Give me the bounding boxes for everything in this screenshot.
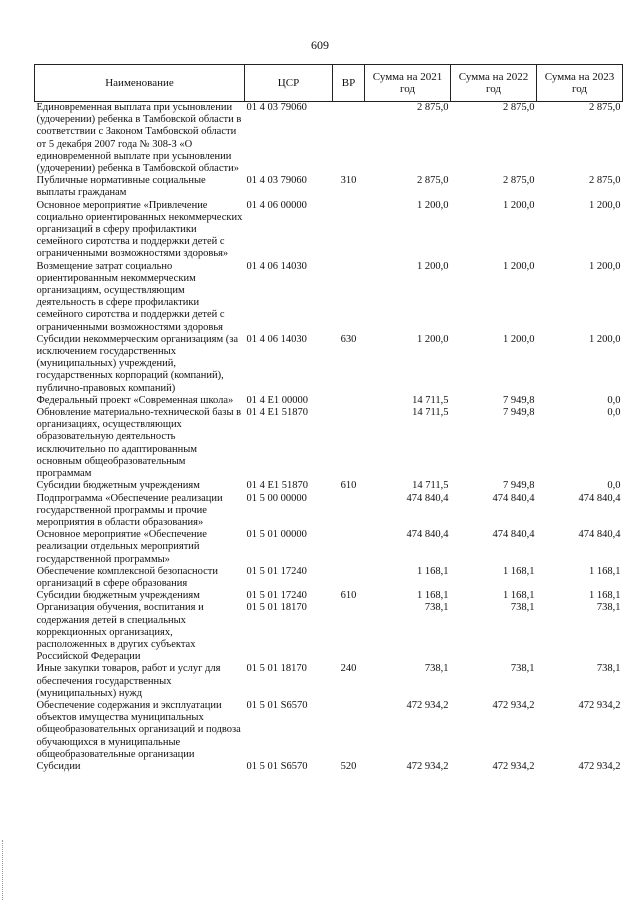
row-vr (333, 395, 365, 407)
row-sum-2022: 7 949,8 (503, 480, 535, 492)
row-sum-2021: 474 840,4 (406, 492, 449, 504)
table-row (35, 261, 623, 334)
row-vr (333, 407, 365, 480)
row-sum-2023: 738,1 (596, 602, 621, 614)
row-sum-2023: 0,0 (607, 407, 621, 419)
row-sum-2021: 1 168,1 (417, 565, 449, 577)
row-sum-2023: 472 934,2 (578, 760, 621, 772)
row-csr: 01 5 01 00000 (246, 529, 307, 541)
row-sum-2021: 14 711,5 (412, 407, 449, 419)
row-csr: 01 4 E1 51870 (246, 407, 309, 419)
row-vr (333, 261, 365, 334)
table-row (35, 590, 623, 602)
row-name: Субсидии бюджетным учреждениям (36, 480, 200, 492)
row-vr (333, 493, 365, 530)
row-sum-2023: 474 840,4 (578, 492, 621, 504)
row-vr: 610 (340, 590, 357, 602)
row-sum-2022: 472 934,2 (492, 699, 535, 711)
row-sum-2021: 738,1 (424, 602, 449, 614)
row-vr (333, 529, 365, 566)
row-sum-2021: 1 168,1 (417, 590, 449, 602)
row-vr (333, 566, 365, 590)
row-vr (333, 700, 365, 761)
row-sum-2023: 0,0 (607, 480, 621, 492)
row-vr: 630 (340, 333, 357, 345)
row-csr: 01 5 00 00000 (246, 492, 307, 504)
row-sum-2023: 1 168,1 (589, 590, 621, 602)
row-sum-2023: 1 168,1 (589, 565, 621, 577)
row-sum-2021: 472 934,2 (406, 699, 449, 711)
row-sum-2021: 14 711,5 (412, 394, 449, 406)
row-name: Обеспечение содержания и эксплуатации объектов имущества муниципальных общеобразовательных организаций и подвоза обучающихся в муниципальные общеобразовательные организации (36, 699, 241, 760)
row-csr: 01 4 06 14030 (246, 333, 307, 345)
row-sum-2022: 1 200,0 (503, 199, 535, 211)
row-sum-2023: 2 875,0 (589, 102, 621, 113)
row-sum-2021: 474 840,4 (406, 529, 449, 541)
table-row (35, 407, 623, 480)
table-row (35, 761, 623, 773)
row-csr: 01 4 06 00000 (246, 199, 307, 211)
budget-table (34, 64, 623, 773)
row-vr (333, 102, 365, 176)
row-sum-2022: 7 949,8 (503, 407, 535, 419)
row-sum-2022: 1 168,1 (503, 590, 535, 602)
row-sum-2022: 7 949,8 (503, 394, 535, 406)
row-csr: 01 4 03 79060 (246, 102, 307, 113)
row-name: Иные закупки товаров, работ и услуг для обеспечения государственных (муниципальных) нужд (36, 663, 221, 699)
row-sum-2022: 474 840,4 (492, 529, 535, 541)
row-sum-2022: 2 875,0 (503, 102, 535, 113)
table-row (35, 334, 623, 395)
row-csr: 01 4 06 14030 (246, 260, 307, 272)
header-name: Наименование (35, 65, 245, 102)
table-row (35, 602, 623, 663)
table-row (35, 175, 623, 199)
table-row (35, 529, 623, 566)
row-sum-2023: 1 200,0 (589, 333, 621, 345)
header-sum-2022: Сумма на 2022 год (451, 65, 537, 102)
row-sum-2023: 1 200,0 (589, 260, 621, 272)
row-csr: 01 5 01 17240 (246, 565, 307, 577)
header-sum-2021: Сумма на 2021 год (365, 65, 451, 102)
table-row (35, 200, 623, 261)
row-name: Основное мероприятие «Обеспечение реализации отдельных мероприятий государственной программы» (36, 529, 207, 565)
row-vr: 310 (340, 175, 357, 187)
row-sum-2022: 1 168,1 (503, 565, 535, 577)
row-name: Публичные нормативные социальные выплаты гражданам (36, 175, 206, 199)
row-sum-2022: 474 840,4 (492, 492, 535, 504)
header-sum-2023: Сумма на 2023 год (537, 65, 623, 102)
row-sum-2023: 474 840,4 (578, 529, 621, 541)
row-name: Основное мероприятие «Привлечение социально ориентированных некоммерческих организаций в сферу профилактики семейного сиротства и поддержки детей с ограниченными возможностями здоровья» (36, 199, 243, 260)
row-csr: 01 4 03 79060 (246, 175, 307, 187)
row-sum-2022: 1 200,0 (503, 260, 535, 272)
table-row (35, 395, 623, 407)
row-sum-2022: 738,1 (510, 602, 535, 614)
row-sum-2023: 738,1 (596, 663, 621, 675)
row-sum-2021: 2 875,0 (417, 102, 449, 113)
row-vr (333, 602, 365, 663)
row-name: Возмещение затрат социально ориентированным некоммерческим организациям, осуществляющим деятельность в сфере профилактики семейного сиротства и поддержки детей с ограниченными возможностями здоровья (36, 260, 225, 333)
row-vr: 610 (340, 480, 357, 492)
row-vr (333, 200, 365, 261)
row-sum-2023: 1 200,0 (589, 199, 621, 211)
table-row (35, 480, 623, 492)
row-csr: 01 4 E1 51870 (246, 480, 309, 492)
row-sum-2021: 1 200,0 (417, 333, 449, 345)
row-sum-2022: 2 875,0 (503, 175, 535, 187)
table-header-row (35, 65, 623, 102)
page-number: 609 (311, 38, 329, 52)
table-row (35, 102, 623, 176)
row-csr: 01 5 01 17240 (246, 590, 307, 602)
row-csr: 01 5 01 18170 (246, 602, 307, 614)
row-sum-2022: 738,1 (510, 663, 535, 675)
row-sum-2021: 1 200,0 (417, 260, 449, 272)
table-row (35, 493, 623, 530)
row-sum-2022: 1 200,0 (503, 333, 535, 345)
row-sum-2023: 2 875,0 (589, 175, 621, 187)
row-sum-2021: 2 875,0 (417, 175, 449, 187)
margin-mark (2, 840, 5, 900)
row-name: Субсидии бюджетным учреждениям (36, 590, 200, 602)
row-sum-2023: 472 934,2 (578, 699, 621, 711)
row-vr: 240 (340, 663, 357, 675)
row-csr: 01 4 E1 00000 (246, 394, 309, 406)
table-body (35, 102, 623, 774)
row-name: Субсидии (36, 760, 81, 772)
row-sum-2021: 472 934,2 (406, 760, 449, 772)
row-sum-2021: 14 711,5 (412, 480, 449, 492)
row-csr: 01 5 01 S6570 (246, 760, 308, 772)
row-name: Субсидии некоммерческим организациям (за исключением государственных (муниципальных) учреждений, государственных корпораций (компаний), публично-правовых компаний) (36, 333, 239, 394)
table-row (35, 663, 623, 700)
row-vr: 520 (340, 760, 357, 772)
header-vr: ВР (333, 65, 365, 102)
table-row (35, 700, 623, 761)
header-csr: ЦСР (245, 65, 333, 102)
row-name: Подпрограмма «Обеспечение реализации государственной программы и прочие мероприятия в области образования» (36, 492, 223, 528)
row-name: Единовременная выплата при усыновлении (удочерении) ребенка в Тамбовской области в соответствии с Законом Тамбовской области от 5 декабря 2007 года № 308-З «О единовременной выплате при усыновлении (удочерении) ребенка в Тамбовской области» (36, 102, 242, 175)
row-name: Федеральный проект «Современная школа» (36, 394, 234, 406)
row-sum-2023: 0,0 (607, 394, 621, 406)
row-name: Обновление материально-технической базы в организациях, осуществляющих образовательную деятельность исключительно по адаптированным основным общеобразовательным программам (36, 407, 242, 480)
row-name: Организация обучения, воспитания и содержания детей в специальных коррекционных организациях, расположенных в других субъектах Российской Федерации (36, 602, 204, 663)
row-sum-2022: 472 934,2 (492, 760, 535, 772)
table-row (35, 566, 623, 590)
row-sum-2021: 1 200,0 (417, 199, 449, 211)
row-csr: 01 5 01 18170 (246, 663, 307, 675)
row-csr: 01 5 01 S6570 (246, 699, 308, 711)
row-sum-2021: 738,1 (424, 663, 449, 675)
row-name: Обеспечение комплексной безопасности организаций в сфере образования (36, 565, 219, 589)
